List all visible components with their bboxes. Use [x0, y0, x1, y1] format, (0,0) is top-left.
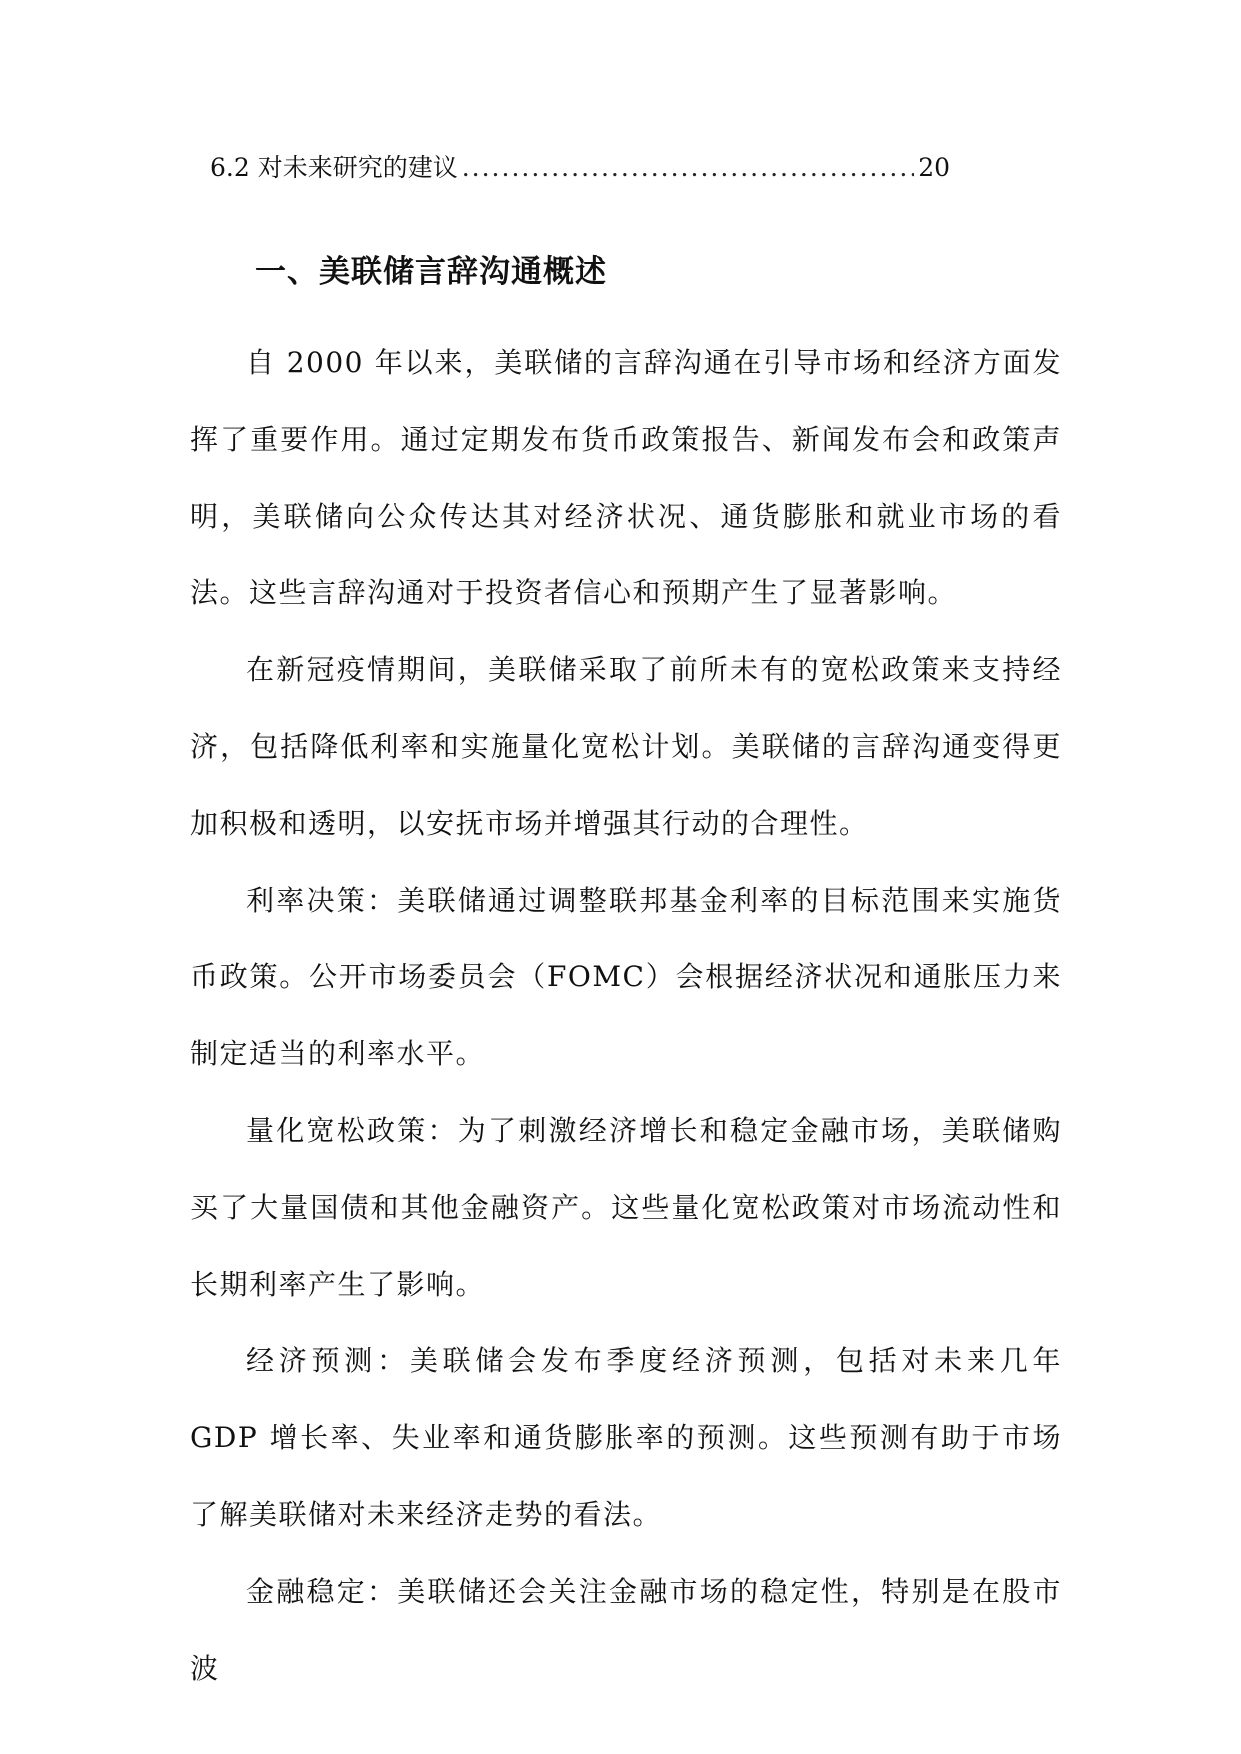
section-heading: 一、美联储言辞沟通概述 — [255, 254, 607, 290]
body-text — [190, 325, 1062, 1707]
toc-entry[interactable] — [210, 150, 950, 186]
toc-entry-page: 20 — [918, 153, 950, 182]
paragraph-intro: 自 2000 年以来，美联储的言辞沟通在引导市场和经济方面发挥了重要作用。通过定期发布货币政策报告、新闻发布会和政策声明，美联储向公众传达其对经济状况、通货膨胀和就业市场的看法。这些言辞沟通对于投资者信心和预期产生了显著影响。 — [190, 346, 1062, 610]
paragraph-economic-forecast: 经济预测：美联储会发布季度经济预测，包括对未来几年 GDP 增长率、失业率和通货膨胀率的预测。这些预测有助于市场了解美联储对未来经济走势的看法。 — [190, 1344, 1062, 1531]
toc-leader-dots — [462, 150, 914, 186]
paragraph-covid-policy: 在新冠疫情期间，美联储采取了前所未有的宽松政策来支持经济，包括降低利率和实施量化宽松计划。美联储的言辞沟通变得更加积极和透明，以安抚市场并增强其行动的合理性。 — [190, 653, 1062, 840]
paragraph-qe-policy: 量化宽松政策：为了刺激经济增长和稳定金融市场，美联储购买了大量国债和其他金融资产。这些量化宽松政策对市场流动性和长期利率产生了影响。 — [190, 1113, 1062, 1301]
toc-entry-label: 6.2 对未来研究的建议 — [210, 153, 458, 182]
paragraph-financial-stability: 金融稳定：美联储还会关注金融市场的稳定性，特别是在股市波 — [190, 1574, 1062, 1685]
paragraph-rate-decision: 利率决策：美联储通过调整联邦基金利率的目标范围来实施货币政策。公开市场委员会（FOMC）会根据经济状况和通胀压力来制定适当的利率水平。 — [190, 883, 1062, 1071]
